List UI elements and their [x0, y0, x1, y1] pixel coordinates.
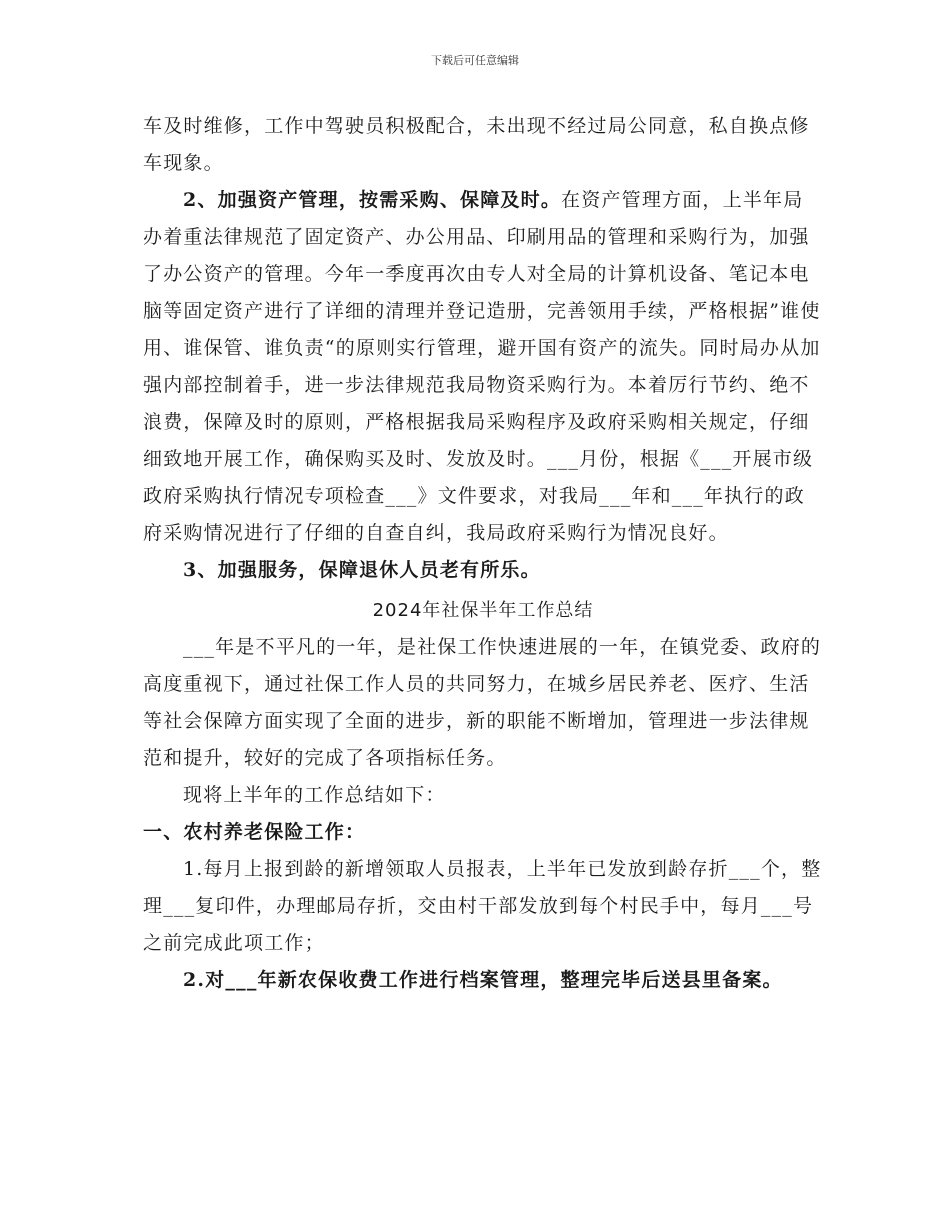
paragraph-asset-management [143, 182, 823, 552]
document-title: 2024年社保半年工作总结 [372, 600, 594, 621]
paragraph-intro: ___年是不平凡的一年，是社保工作快速进展的一年，在镇党委、政府的高度重视下，通过社保工作人员的共同努力，在城乡居民养老、医疗、生活等社会保障方面实现了全面的进步，新的职能不断增加，管理进一步法律规范和提升，较好的完成了各项指标任务。 [143, 636, 822, 769]
page-header: 下载后可任意编辑 [431, 54, 519, 67]
paragraph-summary-lead: 现将上半年的工作总结如下： [183, 784, 446, 806]
asset-management-heading: 2、加强资产管理，按需采购、保障及时。 [183, 189, 562, 211]
section-heading-rural-pension: 一、农村养老保险工作： [143, 821, 366, 843]
asset-management-text: 在资产管理方面，上半年局办着重法律规范了固定资产、办公用品、印刷用品的管理和采购行为，加强了办公资产的管理。今年一季度再次由专人对全局的计算机设备、笔记本电脑等固定资产进行了详细的清理并登记造册，完善领用手续，严格根据”谁使用、谁保管、谁负责“的原则实行管理，避开国有资产的流失。同时局办从加强内部控制着手，进一步法律规范我局物资采购行为。本着厉行节约、绝不浪费，保障及时的原则，严格根据我局采购程序及政府采购相关规定，仔细细致地开展工作，确保购买及时、发放及时。___月份，根据《___开展市级政府采购执行情况专项检查___》文件要求，对我局___年和___年执行的政府采购情况进行了仔细的自查自纠，我局政府采购行为情况良好。 [143, 189, 821, 544]
paragraph-retiree-service: 3、加强服务，保障退休人员老有所乐。 [183, 559, 541, 581]
document-body [143, 108, 823, 999]
paragraph-vehicle-repair: 车及时维修，工作中驾驶员积极配合，未出现不经过局公同意，私自换点修车现象。 [143, 115, 810, 174]
paragraph-monthly-report: 1.每月上报到龄的新增领取人员报表，上半年已发放到龄存折___个，整理___复印件，办理邮局存折，交由村干部发放到每个村民手中，每月___号之前完成此项工作； [143, 858, 822, 954]
paragraph-archive-management: 2.对___年新农保收费工作进行档案管理，整理完毕后送县里备案。 [183, 969, 783, 991]
